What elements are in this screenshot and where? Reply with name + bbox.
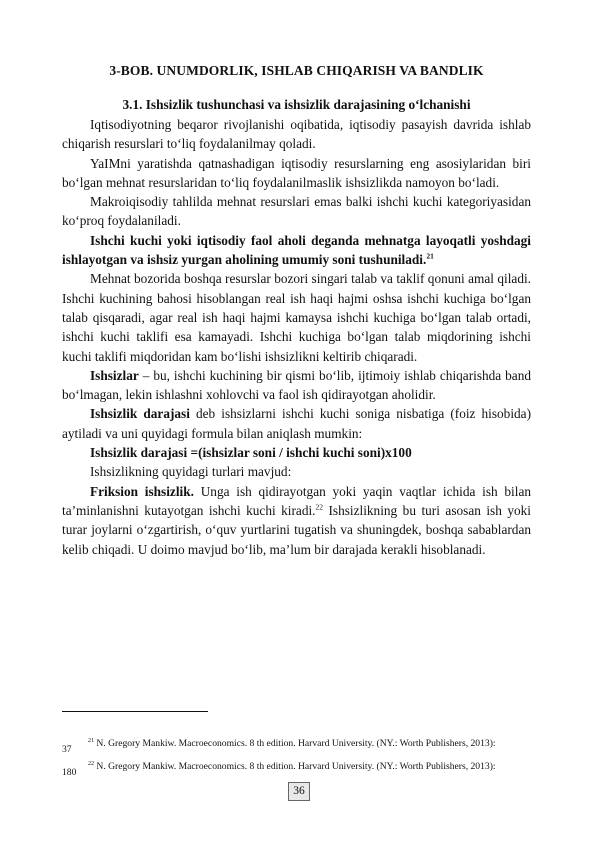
chapter-title: 3-BOB. UNUMDORLIK, ISHLAB CHIQARISH VA BANDLIK: [109, 63, 484, 78]
footnote-side-number: 37: [62, 744, 72, 755]
term-ishsizlik-darajasi: Ishsizlik darajasi: [90, 406, 190, 422]
paragraph: [62, 462, 531, 481]
paragraph-text: Unga ish qidirayotgan yoki yaqin vaqtlar ichida ish bilan ta’minlanishni kutayotgan ishchi kuchi kiradi.: [62, 483, 531, 518]
footnote-marker: 21: [88, 737, 94, 744]
definition-text: Ishchi kuchi yoki iqtisodiy faol aholi deganda mehnatga layoqatli yoshdagi ishlayotgan va ishsiz yurgan aholining umumiy soni tushuniladi.: [62, 232, 531, 268]
footnote-citation: N. Gregory Mankiw. Macroeconomics. 8 th edition. Harvard University. (NY.: Worth Publishers, 2013):: [94, 738, 496, 749]
footnote-side-number: 180: [62, 767, 77, 778]
paragraph: [62, 269, 531, 365]
footnote-text: [88, 761, 496, 773]
paragraph-text: Mehnat bozorida boshqa resurslar bozori singari talab va taklif qonuni amal qiladi. Ishchi kuchining bahosi hisoblangan real ish haqi hajmi oshsa ishchi kuchiga bo‘lgan talab qisqaradi, agar real ish haqi hajmi kamaysa ishchi kuchiga bo‘lgan talab ortadi, ishchi kuchi taklifi esa kamayadi. Ishchi kuchiga bo‘lgan talab miqdorining ishchi kuchi taklifi miqdoridan kam bo‘lishi ishsizlikni keltirib chiqaradi.: [62, 271, 531, 364]
paragraph: [62, 404, 531, 443]
paragraph-text: YaIMni yaratishda qatnashadigan iqtisodiy resurslarning eng asosiylaridan biri bo‘lgan mehnat resurslaridan to‘liq foydalanilmaslik ishsizlikda namoyon bo‘ladi.: [62, 155, 531, 190]
footnote-ref-22[interactable]: 22: [315, 502, 323, 512]
paragraph-text: Makroiqisodiy tahlilda mehnat resurslari emas balki ishchi kuchi kategoriyasidan ko‘proq foydalaniladi.: [62, 194, 531, 229]
formula: [62, 443, 531, 462]
footnote-marker: 22: [88, 760, 94, 767]
paragraph: [62, 192, 531, 231]
paragraph-text: Ishsizlikning bu turi asosan ish yoki turar joylarni o‘zgartirish, o‘quv yurtlarini tugatish va shuningdek, boshqa sabablardan kelib chiqadi. U doimo mavjud bo‘lib, ma’lum bir darajada kerakli hisoblanadi.: [62, 502, 531, 557]
section-title: 3.1. Ishsizlik tushunchasi va ishsizlik darajasining o‘lchanishi: [122, 97, 471, 112]
footnote-citation: N. Gregory Mankiw. Macroeconomics. 8 th edition. Harvard University. (NY.: Worth Publishers, 2013):: [94, 761, 496, 772]
paragraph: [62, 482, 531, 559]
paragraph: [62, 366, 531, 405]
paragraph-text: deb ishsizlarni ishchi kuchi soniga nisbatiga (foiz hisobida) aytiladi va uni quyidagi formula bilan aniqlash mumkin:: [62, 406, 531, 441]
paragraph-text: Iqtisodiyotning beqaror rivojlanishi oqibatida, iqtisodiy pasayish davrida ishlab chiqarish resurslari to‘liq foydalanilmay qoladi.: [62, 117, 531, 152]
term-ishsizlar: Ishsizlar: [90, 367, 139, 383]
footnote-text: [88, 738, 496, 750]
footnote-separator: [62, 711, 208, 712]
body-text: [62, 115, 531, 559]
paragraph-text: Ishsizlikning quyidagi turlari mavjud:: [90, 464, 292, 480]
definition-paragraph: [62, 231, 531, 270]
term-friksion-ishsizlik: Friksion ishsizlik.: [90, 483, 194, 499]
paragraph-text: – bu, ishchi kuchining bir qismi bo‘lib, ijtimoiy ishlab chiqarishda band bo‘lmagan, lekin ishlashni xohlovchi va faol ish qidirayotgan aholidir.: [62, 367, 531, 403]
paragraph: [62, 115, 531, 154]
footnote-ref-21[interactable]: 21: [426, 251, 434, 261]
paragraph: [62, 154, 531, 193]
page-number: 36: [288, 782, 310, 801]
formula-text: Ishsizlik darajasi =(ishsizlar soni / ishchi kuchi soni)x100: [90, 445, 412, 461]
